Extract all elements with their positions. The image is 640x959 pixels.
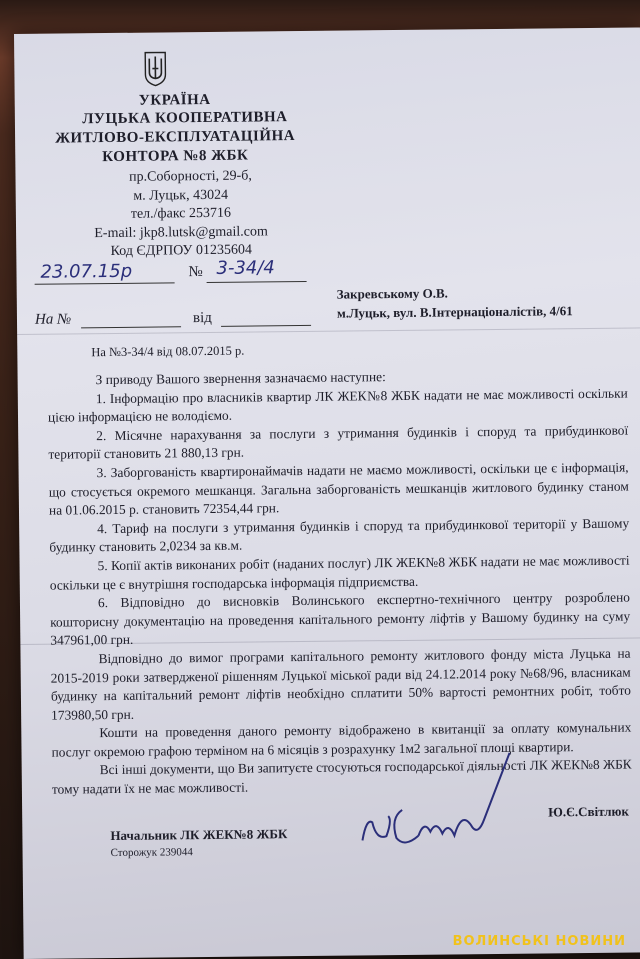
paragraph-funds: Кошти на проведення даного ремонту відображено в квитанції за оплату комунальних послуг окремою графою терміном на 6 місяців з розрахунку 1м2 загальної площі квартири. bbox=[51, 719, 632, 760]
outgoing-number: 3-34/4 bbox=[216, 257, 275, 279]
header-org-line1: ЛУЦЬКА КООПЕРАТИВНА bbox=[82, 109, 288, 128]
signer-name: Ю.Є.Світлюк bbox=[548, 803, 630, 820]
addressee-address: м.Луцьк, вул. В.Інтернаціоналістів, 4/61 bbox=[336, 303, 573, 321]
incoming-vid-label: від bbox=[192, 309, 212, 327]
paragraph-1: 1. Інформацію про власників квартир ЛК ЖЕК№8 ЖБК надати не має можливості оскільки цією інформацією не володіємо. bbox=[47, 385, 628, 425]
incoming-na-label: На № bbox=[34, 311, 72, 328]
header-email: E-mail: jkp8.lutsk@gmail.com bbox=[94, 224, 268, 242]
header-country: УКРАЇНА bbox=[138, 91, 211, 109]
date-line bbox=[35, 282, 175, 284]
letter-paper bbox=[14, 27, 640, 959]
paragraph-2: 2. Місячне нарахування за послуги з утримання будинків і споруд та прибудинкової території становить 21 880,13 грн. bbox=[48, 422, 629, 463]
paragraph-intro: З приводу Вашого звернення зазначаємо наступне: bbox=[95, 369, 386, 388]
header-org-line3: КОНТОРА №8 ЖБК bbox=[102, 147, 249, 166]
header-address1: пр.Соборності, 29-б, bbox=[129, 168, 252, 185]
incoming-date-line bbox=[221, 325, 311, 327]
signer-position: Начальник ЛК ЖЕК№8 ЖБК bbox=[110, 826, 288, 844]
paper-fold bbox=[17, 327, 640, 335]
trident-emblem-icon bbox=[142, 50, 168, 86]
header-phone: тел./факс 253716 bbox=[130, 205, 232, 222]
paragraph-3: 3. Заборгованість квартиронаймачів надати не маємо можливості, оскільки це є інформація, що стосується окремого мешканця. Загальна заборгованість мешканців житлового будинку станом на 01.06.2015 р. становить 72354,44 грн. bbox=[48, 459, 629, 518]
addressee-name: Закревському О.В. bbox=[336, 285, 448, 302]
paragraph-other-docs: Всі інші документи, що Ви запитуєте стосуються господарської діяльності ЛК ЖЕК№8 ЖБК тому надати їх не має можливості. bbox=[51, 757, 632, 797]
handwritten-signature bbox=[351, 739, 522, 861]
paragraph-6: 6. Відповідно до висновків Волинського експертно-технічного центру розроблено кошторисну документацію на проведення капітального ремонту ліфтів у Вашому будинку на суму 347961,00 грн. bbox=[50, 589, 631, 648]
header-org-line2: ЖИТЛОВО-ЕКСПЛУАТАЦІЙНА bbox=[55, 128, 296, 147]
watermark-logo: ВОЛИНСЬКІ НОВИНИ bbox=[452, 934, 626, 949]
header-edrpou: Код ЄДРПОУ 01235604 bbox=[110, 242, 252, 259]
header-address2: м. Луцьк, 43024 bbox=[133, 187, 229, 204]
paragraph-5: 5. Копії актів виконаних робіт (наданих послуг) ЛК ЖЕК№8 ЖБК надати не має можливості оскільки це є внутрішня господарська інформація підприємства. bbox=[49, 552, 630, 593]
outgoing-number-label: № bbox=[188, 264, 203, 281]
paragraph-4: 4. Тариф на послуги з утримання будинків і споруд та прибудинкової території у Вашому будинку становить 2,0234 за кв.м. bbox=[49, 515, 630, 556]
letter-body bbox=[48, 366, 632, 800]
incoming-number-line bbox=[81, 326, 181, 328]
executor: Сторожук 239044 bbox=[110, 846, 193, 860]
reference-line: На №3-34/4 від 08.07.2015 р. bbox=[91, 343, 245, 360]
outgoing-date: 23.07.15р bbox=[40, 260, 133, 283]
paragraph-program: Відповідно до вимог програми капітального ремонту житлового фонду міста Луцька на 2015-2019 роки затвердженої рішенням Луцької міської ради від 24.12.2014 року №68/96, власникам будинку на капітальний ремонт ліфтів необхідно сплатити 50% вартості ремонтних робіт, тобто 173980,50 грн. bbox=[50, 645, 631, 723]
number-line bbox=[207, 281, 307, 283]
